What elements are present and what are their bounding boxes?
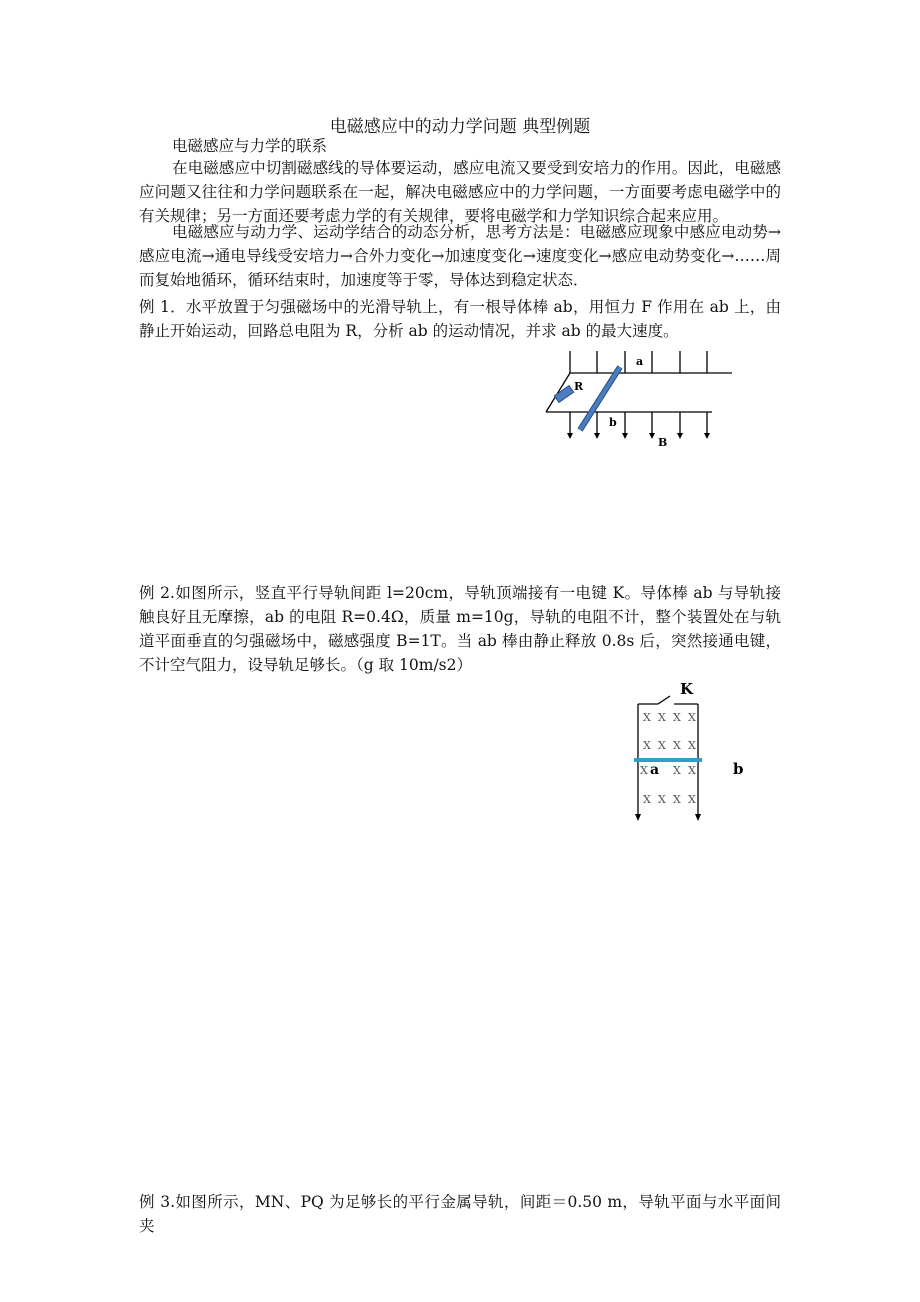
cross-mark: X bbox=[673, 711, 681, 724]
fig2-label-b: b bbox=[733, 760, 744, 778]
cross-mark: X bbox=[658, 739, 666, 752]
figure-2-diagram bbox=[620, 678, 760, 823]
fig1-label-R: R bbox=[574, 380, 584, 393]
example-2-text: 例 2.如图所示，竖直平行导轨间距 l=20cm，导轨顶端接有一电键 K。导体棒 ab 与导轨接触良好且无摩擦，ab 的电阻 R=0.4Ω，质量 m=10g，导轨的电阻不计，整个装置处在与轨道平面垂直的匀强磁场中，磁感强度 B=1T。当 ab 棒由静止释放 0.8s 后，突然接通电键，不计空气阻力，设导轨足够长。（g 取 10m/s2） bbox=[139, 584, 781, 674]
cross-mark: X bbox=[673, 793, 681, 806]
cross-mark: X bbox=[688, 711, 696, 724]
example-1-text: 例 1．水平放置于匀强磁场中的光滑导轨上，有一根导体棒 ab，用恒力 F 作用在 ab 上，由静止开始运动，回路总电阻为 R，分析 ab 的运动情况，并求 ab 的最大速度。 bbox=[139, 298, 781, 340]
figure-1-diagram bbox=[540, 345, 740, 450]
cross-mark: X bbox=[643, 711, 651, 724]
fig2-label-a: a bbox=[650, 762, 660, 778]
cross-mark: X bbox=[640, 764, 648, 777]
cross-mark: X bbox=[658, 711, 666, 724]
fig1-label-b: b bbox=[609, 416, 617, 429]
cross-mark: X bbox=[688, 739, 696, 752]
cross-mark: X bbox=[658, 793, 666, 806]
section-heading: 电磁感应与力学的联系 bbox=[172, 137, 328, 155]
paragraph-2: 电磁感应与动力学、运动学结合的动态分析，思考方法是：电磁感应现象中感应电动势→感应电流→通电导线受安培力→合外力变化→加速度变化→速度变化→感应电动势变化→……周而复始地循环，循环结束时，加速度等于零，导体达到稳定状态． bbox=[139, 223, 781, 289]
cross-mark: X bbox=[673, 764, 681, 777]
fig2-label-K: K bbox=[680, 680, 694, 698]
cross-mark: X bbox=[688, 764, 696, 777]
fig1-label-B: B bbox=[658, 436, 668, 449]
paragraph-1: 在电磁感应中切割磁感线的导体要运动，感应电流又要受到安培力的作用。因此，电磁感应问题又往往和力学问题联系在一起，解决电磁感应中的力学问题，一方面要考虑电磁学中的有关规律；另一方面还要考虑力学的有关规律，要将电磁学和力学知识综合起来应用。 bbox=[139, 159, 781, 225]
page-title: 电磁感应中的动力学问题 典型例题 bbox=[329, 117, 591, 137]
cross-mark: X bbox=[673, 739, 681, 752]
cross-mark: X bbox=[643, 739, 651, 752]
example-3-text: 例 3.如图所示，MN、PQ 为足够长的平行金属导轨，间距＝0.50 m，导轨平面与水平面间夹 bbox=[139, 1193, 781, 1235]
cross-mark: X bbox=[688, 793, 696, 806]
fig1-label-a: a bbox=[636, 355, 644, 368]
cross-mark: X bbox=[643, 793, 651, 806]
